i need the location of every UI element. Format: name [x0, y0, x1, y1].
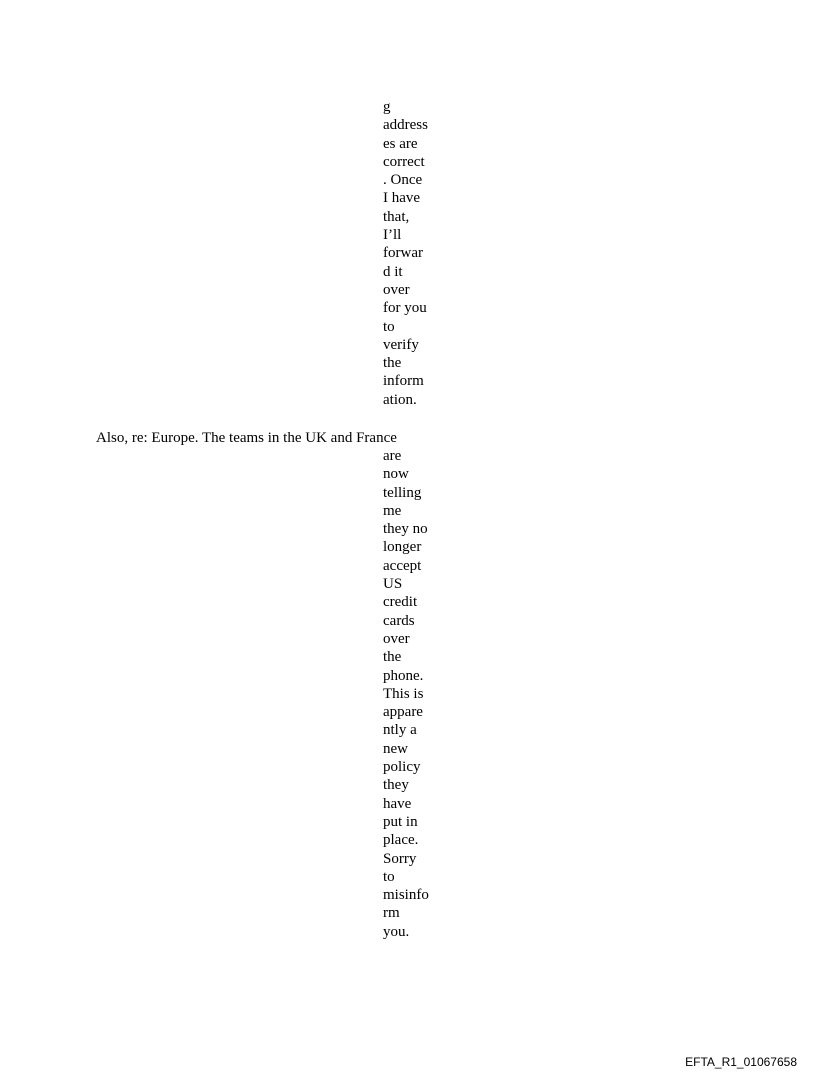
text-line: misinfo	[383, 887, 429, 904]
text-line: This is	[383, 685, 424, 702]
text-line: they no	[383, 521, 428, 538]
text-line: accept	[383, 557, 422, 574]
text-line: g	[383, 99, 391, 115]
text-line: you.	[383, 923, 410, 940]
text-line: US	[383, 576, 403, 593]
text-line: I’ll	[383, 227, 402, 244]
text-line: telling	[383, 484, 422, 501]
text-line: that,	[383, 208, 410, 225]
text-line: correct	[383, 153, 425, 170]
text-line: . Once	[383, 172, 423, 189]
text-line: they	[383, 777, 409, 794]
text-line: have	[383, 795, 412, 812]
text-line: Sorry	[383, 850, 417, 867]
text-line: verify	[383, 336, 419, 353]
text-line: ation.	[383, 391, 417, 408]
text-line: the	[383, 355, 402, 372]
text-line: d it	[383, 263, 403, 280]
text-line: cards	[383, 612, 415, 629]
text-line: I have	[383, 190, 421, 207]
text-line: address	[383, 117, 428, 134]
paragraph-2	[383, 447, 443, 941]
text-line: are	[383, 448, 402, 464]
text-line: phone.	[383, 667, 424, 684]
text-line: put in	[383, 813, 418, 830]
document-id-footer: EFTA_R1_01067658	[685, 1055, 797, 1069]
text-line: over	[383, 281, 410, 298]
text-line: es are	[383, 135, 418, 152]
text-line: appare	[383, 704, 423, 721]
text-line: now	[383, 466, 409, 483]
text-line: forwar	[383, 245, 423, 262]
text-line: rm	[383, 905, 400, 922]
paragraph-1	[383, 98, 443, 409]
paragraph-2-lead-line: Also, re: Europe. The teams in the UK and France	[96, 430, 397, 446]
text-line: to	[383, 318, 395, 335]
text-line: policy	[383, 759, 421, 776]
text-line: me	[383, 502, 402, 519]
text-line: new	[383, 740, 408, 757]
text-line: to	[383, 868, 395, 885]
text-line: over	[383, 630, 410, 647]
text-line: longer	[383, 539, 422, 556]
text-line: for you	[383, 300, 427, 317]
text-line: place.	[383, 832, 419, 849]
text-line: credit	[383, 594, 418, 611]
text-line: ntly a	[383, 722, 417, 739]
text-line: the	[383, 649, 402, 666]
text-line: inform	[383, 373, 424, 390]
